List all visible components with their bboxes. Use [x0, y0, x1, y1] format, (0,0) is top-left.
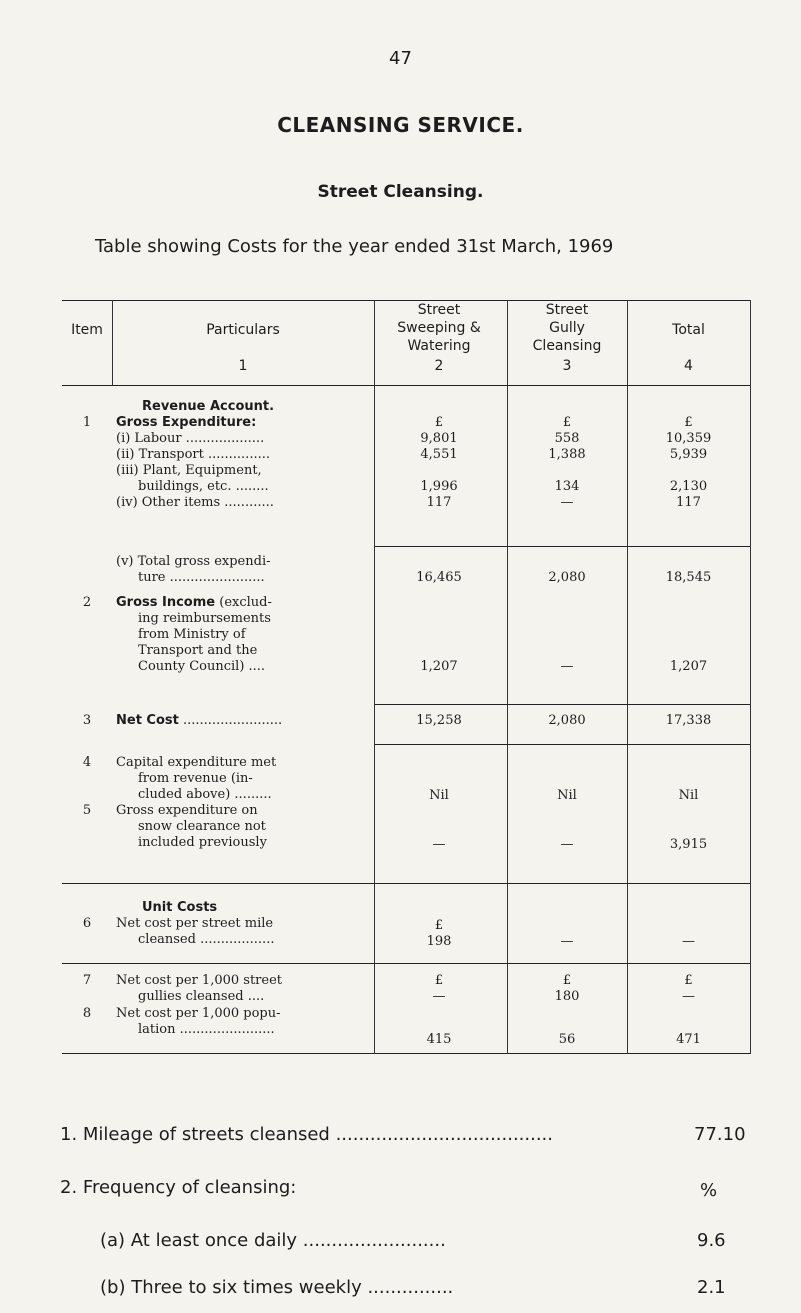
population-sweeping: 415	[426, 1032, 452, 1047]
mileage-label: 1. Mileage of streets cleansed ......................................	[60, 1124, 554, 1145]
rule-capital	[374, 744, 750, 745]
capital-expenditure-sweeping: Nil	[429, 788, 449, 803]
labour-sweeping: 9,801	[420, 431, 458, 446]
other-items-label: (iv) Other items ............	[116, 495, 274, 510]
gross-income-gully: —	[560, 659, 574, 674]
transport-total: 5,939	[669, 447, 708, 462]
street-gullies-gully: 180	[554, 989, 580, 1004]
gross-income-label-line1	[116, 595, 272, 611]
net-cost-total: 17,338	[665, 713, 712, 728]
header-street-sweeping-line3: Watering	[407, 338, 471, 354]
labour-label: (i) Labour ...................	[116, 431, 265, 446]
population-label-line1: Net cost per 1,000 popu-	[116, 1006, 281, 1021]
net-cost-sweeping: 15,258	[416, 713, 462, 728]
header-gully-cleansing-line2: Gully	[549, 320, 585, 336]
currency-symbol: £	[434, 918, 444, 933]
street-gullies-total: —	[682, 989, 695, 1004]
other-items-total: 117	[676, 495, 701, 510]
header-street-sweeping-line2: Sweeping &	[397, 320, 481, 336]
row7-item-number: 7	[82, 973, 92, 988]
plant-total: 2,130	[669, 479, 708, 494]
snow-clearance-label-line2: snow clearance not	[138, 819, 266, 834]
capital-expenditure-total: Nil	[678, 788, 699, 803]
daily-label: (a) At least once daily .........................	[100, 1230, 446, 1251]
street-mile-label-line2: cleansed ..................	[138, 932, 275, 947]
gross-expenditure-heading: Gross Expenditure:	[116, 415, 257, 430]
plant-sweeping: 1,996	[420, 479, 458, 494]
row8-item-number: 8	[82, 1006, 92, 1021]
street-gullies-label-line1: Net cost per 1,000 street	[116, 973, 282, 988]
transport-sweeping: 4,551	[420, 447, 458, 462]
gross-income-label-line3: from Ministry of	[138, 627, 246, 642]
rule-right	[750, 300, 751, 1054]
plant-gully: 134	[554, 479, 580, 494]
capital-expenditure-label-line3: cluded above) .........	[138, 787, 272, 802]
capital-expenditure-label-line1: Capital expenditure met	[116, 755, 277, 770]
net-cost-dots: ........................	[178, 713, 283, 728]
gross-income-label-line2: ing reimbursements	[138, 611, 271, 626]
gross-income-sweeping: 1,207	[420, 659, 458, 674]
currency-symbol: £	[434, 973, 444, 988]
capital-expenditure-label-line2: from revenue (in-	[138, 771, 253, 786]
snow-clearance-gully: —	[560, 837, 574, 852]
total-gross-label-line2: ture .......................	[138, 570, 265, 585]
header-total-number: 4	[684, 358, 693, 374]
header-street-sweeping-number: 2	[434, 358, 444, 374]
header-item: Item	[71, 322, 103, 338]
daily-value: 9.6	[697, 1230, 726, 1251]
snow-clearance-label-line3: included previously	[138, 835, 267, 850]
page-number: 47	[389, 48, 412, 69]
weekly-value: 2.1	[697, 1277, 726, 1298]
rule-subtotal	[374, 546, 750, 547]
street-mile-sweeping: 198	[426, 934, 452, 949]
percent-symbol: %	[700, 1180, 718, 1201]
transport-gully: 1,388	[548, 447, 586, 462]
street-gullies-sweeping: —	[432, 989, 446, 1004]
net-cost-gully: 2,080	[548, 713, 586, 728]
currency-symbol: £	[562, 973, 572, 988]
population-total: 471	[676, 1032, 701, 1047]
labour-total: 10,359	[665, 431, 712, 446]
currency-symbol: £	[684, 973, 693, 988]
rule-row7	[62, 963, 750, 964]
section-subtitle: Street Cleansing.	[317, 182, 484, 202]
net-cost-heading: Net Cost	[116, 713, 179, 728]
currency-symbol: £	[562, 415, 572, 430]
snow-clearance-sweeping: —	[432, 837, 446, 852]
header-particulars-number: 1	[238, 358, 248, 374]
header-gully-cleansing-line3: Cleansing	[532, 338, 602, 354]
rule-unitcosts	[62, 883, 750, 884]
capital-expenditure-gully: Nil	[557, 788, 577, 803]
plant-label-line1: (iii) Plant, Equipment,	[116, 463, 262, 478]
table-caption: Table showing Costs for the year ended 31st March, 1969	[95, 236, 614, 257]
other-items-gully: —	[560, 495, 574, 510]
rule-header	[62, 385, 750, 386]
currency-symbol: £	[684, 415, 693, 430]
header-street-sweeping-line1: Street	[417, 302, 461, 318]
revenue-account-heading: Revenue Account.	[142, 399, 275, 414]
total-gross-sweeping: 16,465	[416, 570, 462, 585]
rule-bottom	[62, 1053, 750, 1054]
population-gully: 56	[558, 1032, 576, 1047]
row2-item-number: 2	[82, 595, 92, 610]
gross-income-suffix: (exclud-	[215, 595, 272, 610]
snow-clearance-total: 3,915	[669, 837, 708, 852]
costs-table	[62, 300, 750, 1055]
total-gross-total: 18,545	[665, 570, 712, 585]
header-total: Total	[672, 322, 705, 338]
page-title: CLEANSING SERVICE.	[277, 113, 524, 137]
row1-item-number: 1	[82, 415, 92, 430]
snow-clearance-label-line1: Gross expenditure on	[116, 803, 258, 818]
unit-costs-heading: Unit Costs	[142, 900, 218, 915]
gross-income-label-line4: Transport and the	[138, 643, 258, 658]
plant-label-line2: buildings, etc. ........	[138, 479, 269, 494]
rule-netcost	[374, 704, 750, 705]
header-gully-cleansing-line1: Street	[545, 302, 589, 318]
street-mile-gully: —	[560, 934, 574, 949]
rule-top	[62, 300, 750, 301]
street-mile-total: —	[682, 934, 695, 949]
transport-label: (ii) Transport ...............	[116, 447, 270, 462]
weekly-label: (b) Three to six times weekly ...............	[100, 1277, 454, 1298]
population-label-line2: lation .......................	[138, 1022, 275, 1037]
gross-income-label-line5: County Council) ....	[138, 659, 266, 674]
gross-income-heading: Gross Income	[116, 595, 216, 610]
header-gully-cleansing-number: 3	[562, 358, 572, 374]
row6-item-number: 6	[82, 916, 92, 931]
header-particulars: Particulars	[206, 322, 280, 338]
total-gross-gully: 2,080	[548, 570, 586, 585]
other-items-sweeping: 117	[426, 495, 452, 510]
row5-item-number: 5	[82, 803, 92, 818]
street-gullies-label-line2: gullies cleansed ....	[138, 989, 265, 1004]
mileage-value: 77.10	[694, 1124, 746, 1145]
street-mile-label-line1: Net cost per street mile	[116, 916, 274, 931]
row3-item-number: 3	[82, 713, 92, 728]
net-cost-label	[116, 713, 282, 729]
row4-item-number: 4	[82, 755, 92, 770]
gross-income-total: 1,207	[669, 659, 708, 674]
labour-gully: 558	[554, 431, 580, 446]
frequency-label: 2. Frequency of cleansing:	[60, 1177, 297, 1198]
total-gross-label-line1: (v) Total gross expendi-	[116, 554, 271, 569]
currency-symbol: £	[434, 415, 444, 430]
